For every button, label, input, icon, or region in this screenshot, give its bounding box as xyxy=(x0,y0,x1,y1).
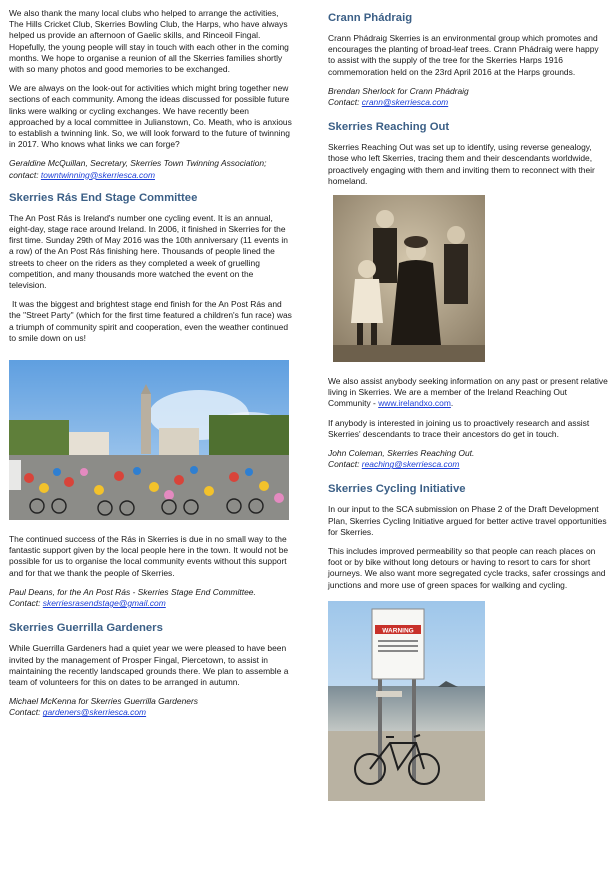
street-party-photo xyxy=(9,360,289,520)
cycling-heading: Skerries Cycling Initiative xyxy=(328,483,466,496)
gardeners-email-link[interactable]: gardeners@skerriesca.com xyxy=(42,707,147,718)
reaching-heading: Skerries Reaching Out xyxy=(328,121,450,134)
reaching-paragraph-2-end: . xyxy=(450,398,454,409)
reaching-paragraph-2-text: We also assist anybody seeking information on any past or present relative living in Skerries. We are a member of the Ireland Reaching Out Community - xyxy=(328,376,608,409)
lookout-paragraph: We are always on the look-out for activities which might bring together new sections of each community. Among the ideas discussed for possible future links were walking or cycling exchanges. We have recently been approached by a local committee in Julianstown, Co. Meath, who is anxious to establish a twinning link. So, we will look forward to the future of twinning in 2017. Who knows what links we can forge? xyxy=(9,83,292,150)
irelandxo-link[interactable]: www.irelandxo.com xyxy=(378,398,451,409)
crann-signature: Brendan Sherlock for Crann Phádraig xyxy=(328,85,469,96)
ras-signature: Paul Deans, for the An Post Rás - Skerries Stage End Committee. xyxy=(9,586,256,597)
family-portrait-photo xyxy=(333,195,485,362)
clubs-paragraph: We also thank the many local clubs who helped to arrange the activities, The Hills Cricket Club, Skerries Bowling Club, the Harps, who have always helped us provide an afternoon of Gaelic skills, and Rinceoil Fingal. Hopefully, the young people will stay in touch with each other in the coming months. We hope to organise a reunion of all the Skerries families shortly with so many photos and good memories to be exchanged. xyxy=(9,8,289,75)
ras-paragraph-1: The An Post Rás is Ireland's number one cycling event. It is an annual, eight-day, stage race around Ireland. In 2006, it finished in Skerries for the first time. Sunday 29th of May 2016 was the 10th anniversary (11 events in a row) of the An Post Rás finishing here. Thousands of people lined the streets to cheer on the riders as they completed a week of gruelling competition, and many thousands more watched the event on the television. xyxy=(9,212,288,291)
crann-email-link[interactable]: crann@skerriesca.com xyxy=(361,97,449,108)
warning-sign-text: WARNING xyxy=(382,627,414,635)
gardeners-contact-label: Contact: xyxy=(9,707,41,718)
reaching-paragraph-2 xyxy=(328,376,608,410)
ras-paragraph-3: The continued success of the Rás in Skerries is due in no small way to the fantastic support given by the local people here in the town. It would not be possible for us to organise the local community events without this support and for that we thank the people of Skerries. xyxy=(9,534,289,578)
cycling-warning-sign-photo xyxy=(328,601,485,801)
crann-paragraph: Crann Phádraig Skerries is an environmental group which promotes and encourages the planting of broad-leaf trees. Crann Phádraig were happy to assist with the supply of the tree for the Skerries Harps 1916 commemoration held on the 23rd April 2016 at the Harps grounds. xyxy=(328,33,599,77)
reaching-signature: John Coleman, Skerries Reaching Out. xyxy=(328,448,475,459)
cycling-paragraph-1: In our input to the SCA submission on Phase 2 of the Draft Development Plan, Skerries Cycling Initiative argued for better active travel opportunities for Skerries. xyxy=(328,504,607,537)
reaching-contact-label: Contact: xyxy=(328,459,360,470)
twinning-signature-text: Geraldine McQuillan, Secretary, Skerries Town Twinning Association; contact: xyxy=(9,158,267,180)
reaching-email-link[interactable]: reaching@skerriesca.com xyxy=(361,459,460,470)
ras-contact-label: Contact: xyxy=(9,598,41,609)
gardeners-heading: Skerries Guerrilla Gardeners xyxy=(9,622,163,635)
reaching-paragraph-1: Skerries Reaching Out was set up to identify, using reverse genealogy, those who left Skerries, tracing them and their descendants worldwide, proactively engaging with them and inviting them to reconnect with their homeland. xyxy=(328,142,595,186)
reaching-paragraph-3: If anybody is interested in joining us to proactively research and assist Skerries' descendants to trace their ancestors do get in touch. xyxy=(328,417,590,439)
ras-email-link[interactable]: skerriesrasendstage@gmail.com xyxy=(42,598,166,609)
crann-signature-block xyxy=(328,86,608,108)
twinning-email-link[interactable]: towntwinning@skerriesca.com xyxy=(40,169,155,180)
right-column xyxy=(328,8,608,815)
gardeners-paragraph: While Guerrilla Gardeners had a quiet year we were pleased to have been invited by the management of Prosper Fingal, Piercetown, to assist in maintaining the recently landscaped grounds there. We plan to assemble a team of volunteers for this on dates to be arranged in autumn. xyxy=(9,643,289,687)
gardeners-signature: Michael McKenna for Skerries Guerrilla Gardeners xyxy=(9,696,198,707)
crann-heading: Crann Phádraig xyxy=(328,12,413,24)
reaching-signature-block xyxy=(328,448,608,470)
ras-signature-block xyxy=(9,587,293,609)
crann-contact-label: Contact: xyxy=(328,97,360,108)
left-column xyxy=(9,8,293,727)
ras-paragraph-2: It was the biggest and brightest stage end finish for the An Post Rás and the "Street Party" (which for the first time featured a children's fun race) was a triumph of community spirit and cooperation, even the weather continued to smile down on us! xyxy=(9,299,292,343)
gardeners-signature-block xyxy=(9,696,293,718)
ras-heading: Skerries Rás End Stage Committee xyxy=(9,191,198,204)
cycling-paragraph-2: This includes improved permeability so that people can reach places on foot or by bike without long detours or having to resort to cars for short journeys. We also want more segregated cycle tracks, safer crossings and junctions and more use of green spaces for walking and cycling. xyxy=(328,546,606,590)
twinning-signature xyxy=(9,158,293,180)
